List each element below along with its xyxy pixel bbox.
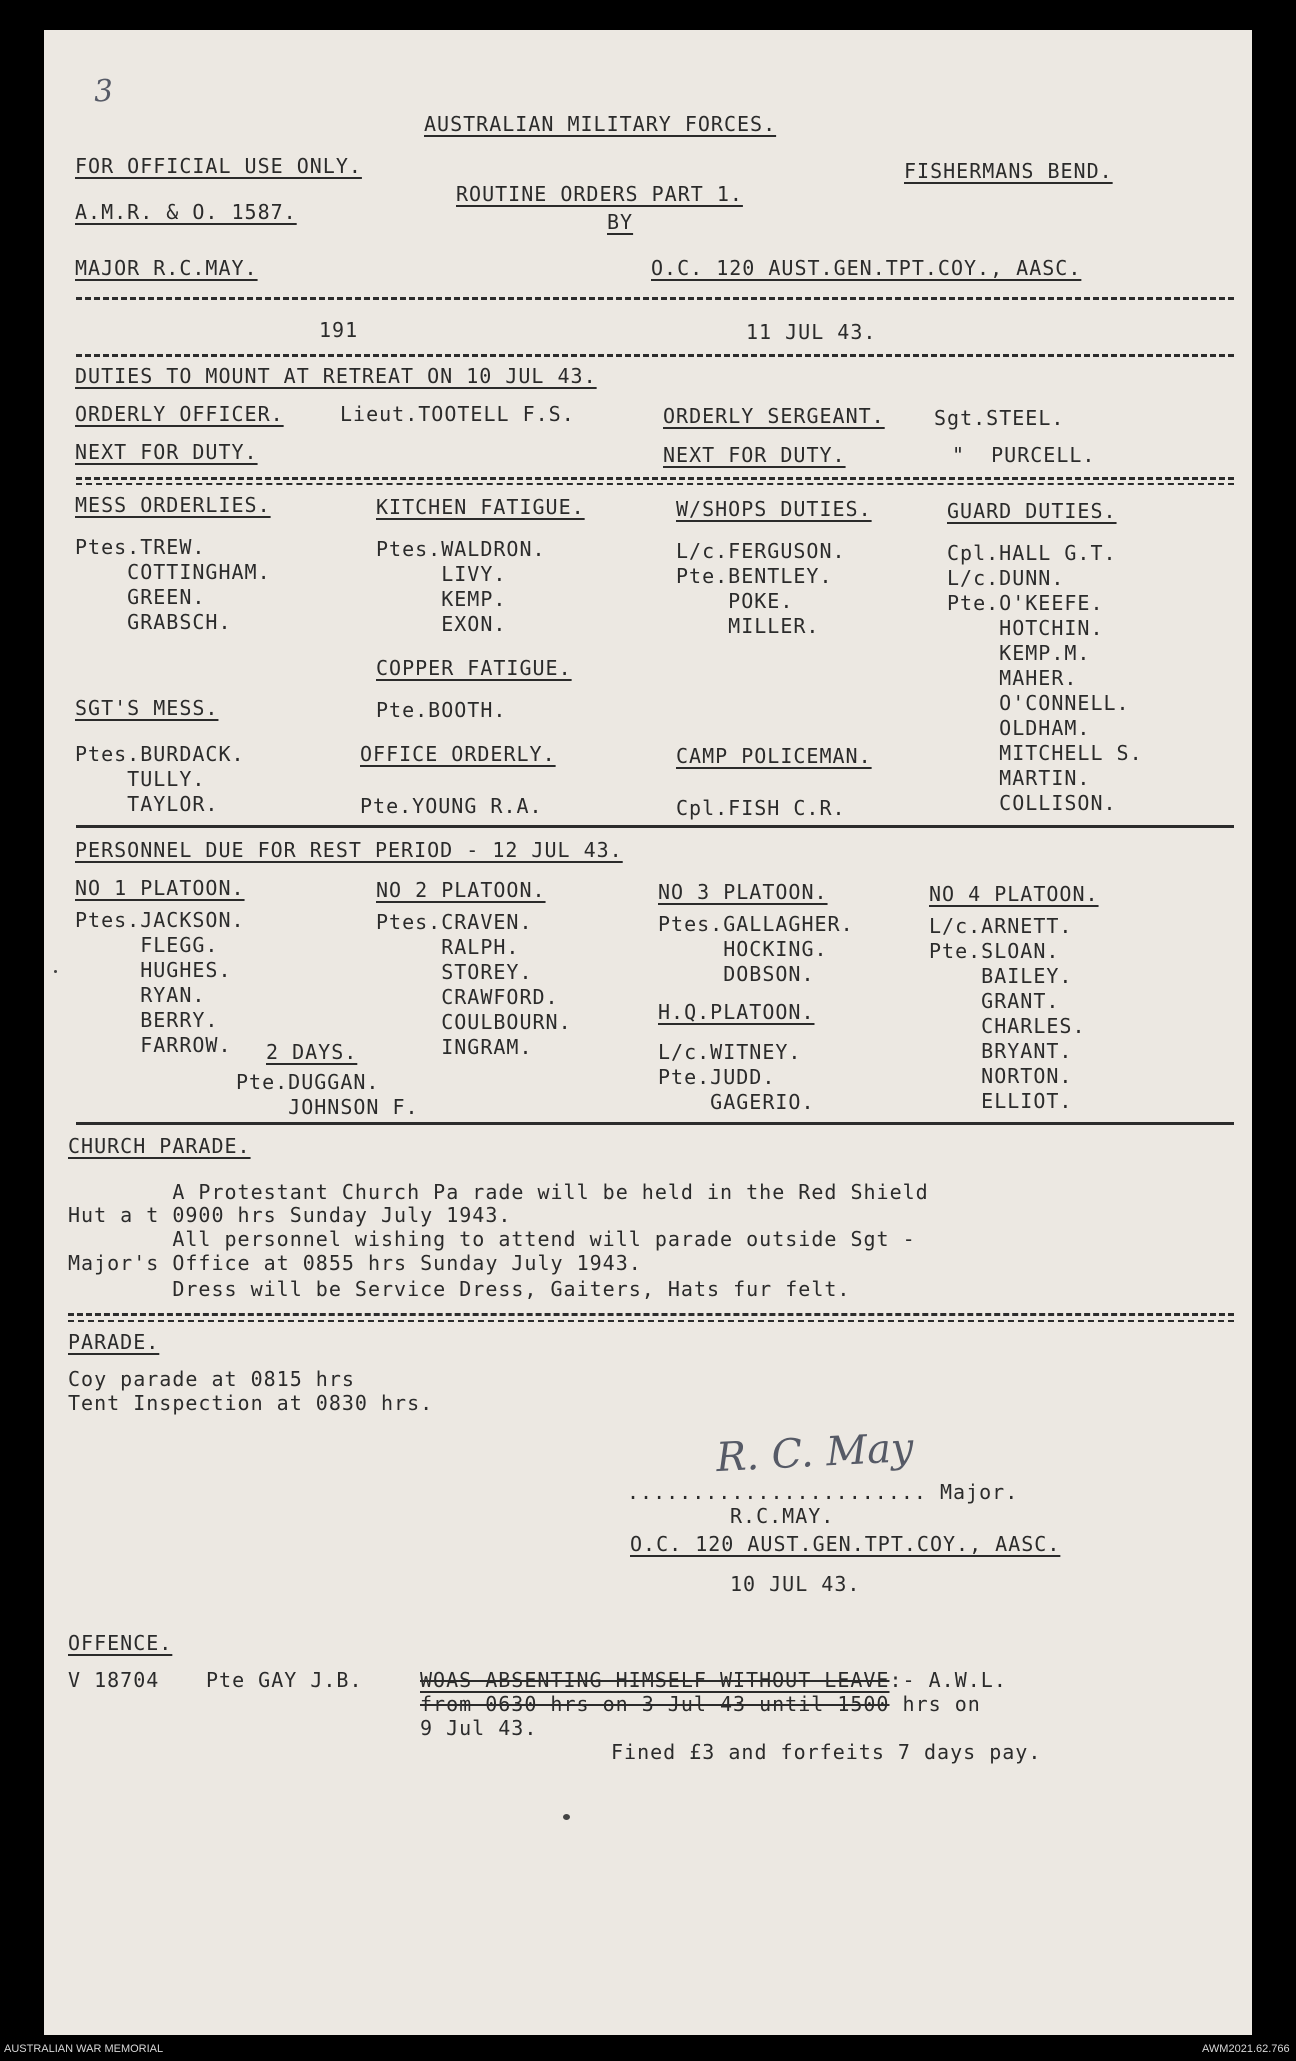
- platoon-1-label: NO 1 PLATOON.: [75, 876, 245, 900]
- mess-orderly-name: GREEN.: [75, 585, 206, 609]
- camp-policeman-name: Cpl.FISH C.R.: [676, 796, 846, 820]
- orderly-sergeant-label: ORDERLY SERGEANT.: [663, 404, 885, 428]
- platoon-2-name: RALPH.: [376, 935, 520, 959]
- footer-accession-number: AWM2021.62.766: [1202, 2043, 1290, 2055]
- offence-detail-struck: from 0630 hrs on 3 Jul 43 until 1500: [420, 1692, 890, 1716]
- signatory-name: R.C.MAY.: [730, 1504, 835, 1528]
- separator: [76, 483, 1234, 485]
- two-days-name: JOHNSON F.: [236, 1095, 419, 1119]
- order-date: 11 JUL 43.: [746, 320, 877, 344]
- issuing-unit: O.C. 120 AUST.GEN.TPT.COY., AASC.: [651, 256, 1082, 280]
- signatory-unit: O.C. 120 AUST.GEN.TPT.COY., AASC.: [630, 1532, 1061, 1556]
- guard-duty-name: O'CONNELL.: [947, 691, 1130, 715]
- sgts-mess-name: Ptes.BURDACK.: [75, 742, 245, 766]
- platoon-3-name: DOBSON.: [658, 962, 815, 986]
- orders-by: BY: [607, 210, 634, 234]
- separator: [76, 477, 1234, 480]
- separator: [76, 1122, 1234, 1125]
- next-for-duty-sergeant-label: NEXT FOR DUTY.: [663, 443, 846, 467]
- page-number: 3: [93, 73, 114, 110]
- sgts-mess-name: TAYLOR.: [75, 792, 219, 816]
- office-orderly-label: OFFICE ORDERLY.: [360, 742, 556, 766]
- guard-duty-name: KEMP.M.: [947, 641, 1091, 665]
- signature-dots: ....................... Major.: [627, 1480, 1019, 1504]
- church-parade-text: Hut a t 0900 hrs Sunday July 1943.: [68, 1203, 512, 1227]
- location: FISHERMANS BEND.: [904, 159, 1113, 183]
- platoon-1-name: HUGHES.: [75, 958, 232, 982]
- classification: FOR OFFICIAL USE ONLY.: [75, 154, 362, 178]
- separator: [68, 1320, 1234, 1322]
- wshops-duty-name: POKE.: [676, 589, 794, 613]
- separator: [76, 825, 1234, 828]
- platoon-2-label: NO 2 PLATOON.: [376, 878, 546, 902]
- separator: [76, 297, 1234, 300]
- orderly-officer: Lieut.TOOTELL F.S.: [340, 402, 575, 426]
- mess-orderly-name: COTTINGHAM.: [75, 560, 271, 584]
- mess-orderlies-label: MESS ORDERLIES.: [75, 493, 271, 517]
- platoon-4-name: GRANT.: [929, 989, 1060, 1013]
- guard-duty-name: COLLISON.: [947, 791, 1117, 815]
- offence-charge: [420, 1668, 1007, 1692]
- office-orderly-name: Pte.YOUNG R.A.: [360, 794, 543, 818]
- mess-orderly-name: Ptes.TREW.: [75, 535, 206, 559]
- kitchen-fatigue-name: EXON.: [376, 612, 507, 636]
- signature: R. C. May: [714, 1424, 915, 1482]
- platoon-4-name: L/c.ARNETT.: [929, 914, 1073, 938]
- mess-orderly-name: GRABSCH.: [75, 610, 232, 634]
- separator: [68, 1313, 1234, 1316]
- offence-penalty: Fined £3 and forfeits 7 days pay.: [611, 1740, 1042, 1764]
- offence-charge-suffix: :- A.W.L.: [889, 1668, 1007, 1692]
- platoon-1-name: Ptes.JACKSON.: [75, 908, 245, 932]
- offence-detail-line2: 9 Jul 43.: [420, 1716, 538, 1740]
- ink-spot: [563, 1814, 570, 1820]
- platoon-2-name: Ptes.CRAVEN.: [376, 910, 533, 934]
- platoon-4-label: NO 4 PLATOON.: [929, 882, 1099, 906]
- guard-duty-name: Pte.O'KEEFE.: [947, 591, 1104, 615]
- ink-spot: [54, 970, 57, 973]
- platoon-3-label: NO 3 PLATOON.: [658, 880, 828, 904]
- wshops-duty-name: MILLER.: [676, 614, 820, 638]
- signature-date: 10 JUL 43.: [730, 1572, 861, 1596]
- guard-duty-name: OLDHAM.: [947, 716, 1091, 740]
- document-heading: AUSTRALIAN MILITARY FORCES.: [424, 112, 777, 136]
- platoon-3-name: Ptes.GALLAGHER.: [658, 912, 854, 936]
- guard-duties-label: GUARD DUTIES.: [947, 499, 1117, 523]
- two-days-name: Pte.DUGGAN.: [236, 1070, 380, 1094]
- guard-duty-name: MARTIN.: [947, 766, 1091, 790]
- offence-number: V 18704: [68, 1668, 160, 1692]
- platoon-1-name: BERRY.: [75, 1008, 219, 1032]
- guard-duty-name: MAHER.: [947, 666, 1078, 690]
- church-parade-text: Major's Office at 0855 hrs Sunday July 1943.: [68, 1251, 642, 1275]
- hq-platoon-label: H.Q.PLATOON.: [658, 1000, 815, 1024]
- order-reference: A.M.R. & O. 1587.: [75, 200, 297, 224]
- offence-charge-struck: WOAS ABSENTING HIMSELF WITHOUT LEAVE: [420, 1668, 890, 1692]
- platoon-1-name: FLEGG.: [75, 933, 219, 957]
- kitchen-fatigue-name: Ptes.WALDRON.: [376, 537, 546, 561]
- offence-detail: [420, 1692, 981, 1716]
- guard-duty-name: L/c.DUNN.: [947, 566, 1065, 590]
- two-days-label: 2 DAYS.: [266, 1040, 358, 1064]
- offence-heading: OFFENCE.: [68, 1631, 173, 1655]
- platoon-1-name: FARROW.: [75, 1033, 232, 1057]
- camp-policeman-label: CAMP POLICEMAN.: [676, 744, 872, 768]
- orderly-sergeant: Sgt.STEEL.: [934, 406, 1065, 430]
- platoon-3-name: HOCKING.: [658, 937, 828, 961]
- parade-heading: PARADE.: [68, 1330, 160, 1354]
- commander: MAJOR R.C.MAY.: [75, 256, 258, 280]
- offence-soldier: Pte GAY J.B.: [206, 1668, 363, 1692]
- rest-period-heading: PERSONNEL DUE FOR REST PERIOD - 12 JUL 43.: [75, 838, 623, 862]
- next-for-duty-officer-label: NEXT FOR DUTY.: [75, 440, 258, 464]
- kitchen-fatigue-name: LIVY.: [376, 562, 507, 586]
- platoon-2-name: COULBOURN.: [376, 1010, 572, 1034]
- hq-platoon-name: Pte.JUDD.: [658, 1065, 776, 1089]
- order-number: 191: [319, 318, 359, 342]
- separator: [76, 354, 1234, 357]
- wshops-duty-name: Pte.BENTLEY.: [676, 564, 833, 588]
- offence-detail-suffix: hrs on: [889, 1692, 981, 1716]
- orderly-officer-label: ORDERLY OFFICER.: [75, 402, 284, 426]
- kitchen-fatigue-name: KEMP.: [376, 587, 507, 611]
- church-parade-text: All personnel wishing to attend will parade outside Sgt -: [68, 1227, 916, 1251]
- guard-duty-name: HOTCHIN.: [947, 616, 1104, 640]
- next-for-duty-sergeant: " PURCELL.: [952, 443, 1096, 467]
- copper-fatigue-name: Pte.BOOTH.: [376, 698, 507, 722]
- guard-duty-name: MITCHELL S.: [947, 741, 1143, 765]
- church-parade-heading: CHURCH PARADE.: [68, 1134, 251, 1158]
- parade-text: Tent Inspection at 0830 hrs.: [68, 1391, 434, 1415]
- platoon-2-name: INGRAM.: [376, 1035, 533, 1059]
- platoon-4-name: Pte.SLOAN.: [929, 939, 1060, 963]
- wshops-duty-name: L/c.FERGUSON.: [676, 539, 846, 563]
- platoon-2-name: STOREY.: [376, 960, 533, 984]
- orders-title: ROUTINE ORDERS PART 1.: [456, 182, 743, 206]
- church-parade-text: Dress will be Service Dress, Gaiters, Hats fur felt.: [68, 1277, 851, 1301]
- document-sheet: [44, 30, 1252, 2035]
- platoon-4-name: CHARLES.: [929, 1014, 1086, 1038]
- church-parade-text: A Protestant Church Pa rade will be held in the Red Shield: [68, 1180, 929, 1204]
- platoon-4-name: BRYANT.: [929, 1039, 1073, 1063]
- platoon-1-name: RYAN.: [75, 983, 206, 1007]
- sgts-mess-label: SGT'S MESS.: [75, 696, 219, 720]
- guard-duty-name: Cpl.HALL G.T.: [947, 541, 1117, 565]
- parade-text: Coy parade at 0815 hrs: [68, 1367, 355, 1391]
- platoon-4-name: ELLIOT.: [929, 1089, 1073, 1113]
- footer-credit: AUSTRALIAN WAR MEMORIAL: [4, 2043, 164, 2055]
- hq-platoon-name: L/c.WITNEY.: [658, 1040, 802, 1064]
- duties-heading: DUTIES TO MOUNT AT RETREAT ON 10 JUL 43.: [75, 364, 597, 388]
- sgts-mess-name: TULLY.: [75, 767, 206, 791]
- copper-fatigue-label: COPPER FATIGUE.: [376, 656, 572, 680]
- wshops-duties-label: W/SHOPS DUTIES.: [676, 497, 872, 521]
- platoon-2-name: CRAWFORD.: [376, 985, 559, 1009]
- kitchen-fatigue-label: KITCHEN FATIGUE.: [376, 495, 585, 519]
- platoon-4-name: NORTON.: [929, 1064, 1073, 1088]
- platoon-4-name: BAILEY.: [929, 964, 1073, 988]
- hq-platoon-name: GAGERIO.: [658, 1090, 815, 1114]
